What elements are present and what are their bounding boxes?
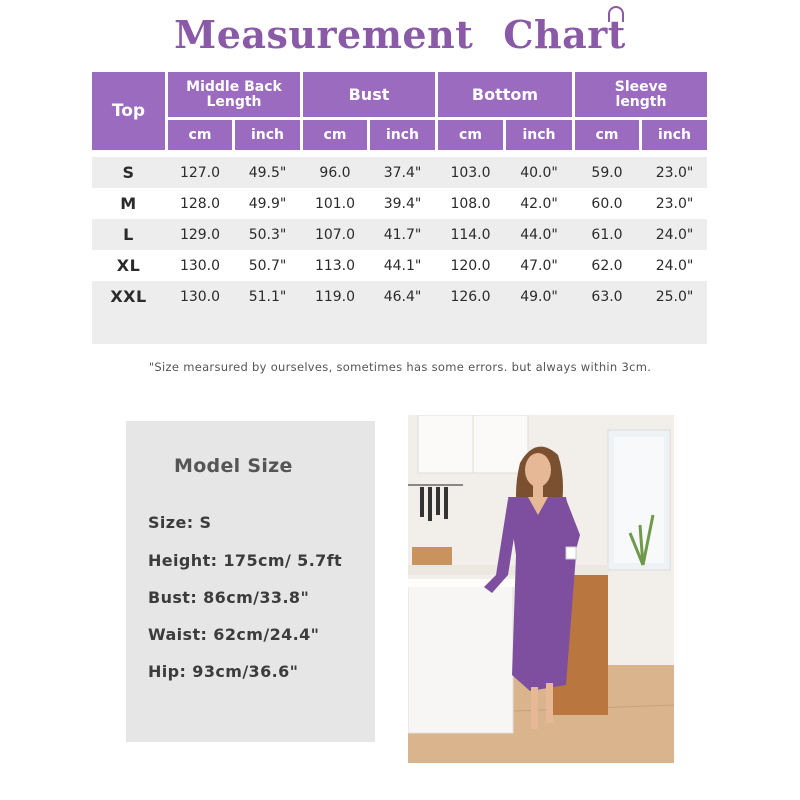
size-label: M: [120, 194, 137, 213]
table-cell: 23.0": [655, 195, 694, 212]
table-cell: 62.0: [591, 257, 623, 274]
group-header-sleeve-length: Sleeve length: [575, 72, 707, 117]
table-cell: 107.0: [314, 226, 356, 243]
hanger-hook-icon: [608, 6, 624, 22]
table-cell: 128.0: [179, 195, 221, 212]
model-bust-line: Bust: 86cm/33.8": [148, 588, 310, 607]
table-cell: 49.0": [520, 288, 558, 305]
table-cell: 25.0": [655, 288, 694, 305]
size-label: S: [122, 163, 135, 182]
table-cell: 47.0": [520, 257, 558, 274]
table-row: [92, 312, 707, 344]
table-cell: 39.4": [383, 195, 422, 212]
measurement-note: "Size mearsured by ourselves, sometimes has some errors. but always within 3cm.: [148, 360, 652, 374]
table-cell: 60.0: [591, 195, 623, 212]
table-cell: 40.0": [520, 164, 558, 181]
table-cell: 108.0: [450, 195, 491, 212]
table-cell: 44.1": [383, 257, 422, 274]
unit-header: inch: [370, 120, 435, 150]
table-cell: 101.0: [314, 195, 356, 212]
table-cell: 126.0: [450, 288, 491, 305]
model-size-panel: [126, 421, 375, 742]
table-cell: 49.9": [248, 195, 287, 212]
table-cell: 61.0: [591, 226, 623, 243]
unit-header: inch: [506, 120, 572, 150]
table-cell: 114.0: [450, 226, 491, 243]
table-cell: 50.7": [248, 257, 287, 274]
table-cell: 24.0": [655, 257, 694, 274]
model-photo: [408, 415, 674, 763]
table-cell: 42.0": [520, 195, 558, 212]
table-cell: 130.0: [179, 257, 221, 274]
unit-header: inch: [235, 120, 300, 150]
model-waist-line: Waist: 62cm/24.4": [148, 625, 320, 644]
title-word-1: Measurement: [174, 12, 474, 57]
group-header-middle-back-length: Middle Back Length: [168, 72, 300, 117]
table-cell: 37.4": [383, 164, 422, 181]
size-label: XL: [116, 256, 141, 275]
unit-header: cm: [168, 120, 232, 150]
unit-header: cm: [303, 120, 367, 150]
table-cell: 23.0": [655, 164, 694, 181]
model-hip-line: Hip: 93cm/36.6": [148, 662, 299, 681]
table-cell: 130.0: [179, 288, 221, 305]
table-cell: 127.0: [179, 164, 221, 181]
table-row: [92, 281, 707, 312]
table-cell: 46.4": [383, 288, 422, 305]
unit-header: inch: [642, 120, 707, 150]
table-cell: 24.0": [655, 226, 694, 243]
table-cell: 129.0: [179, 226, 221, 243]
table-cell: 103.0: [450, 164, 491, 181]
unit-header: cm: [575, 120, 639, 150]
model-height-line: Height: 175cm/ 5.7ft: [148, 551, 343, 570]
title-word-2: Chart: [503, 12, 626, 57]
table-row: [92, 157, 707, 188]
table-cell: 49.5": [248, 164, 287, 181]
group-header-bottom: Bottom: [438, 72, 572, 117]
kitchen-scene-image: [408, 415, 674, 763]
table-cell: 51.1": [248, 288, 287, 305]
table-row: [92, 188, 707, 219]
table-cell: 63.0: [591, 288, 623, 305]
model-size-title: Model Size: [174, 455, 293, 477]
table-cell: 119.0: [314, 288, 356, 305]
unit-header: cm: [438, 120, 503, 150]
table-cell: 41.7": [383, 226, 422, 243]
model-size-line: Size: S: [148, 513, 212, 532]
table-cell: 120.0: [450, 257, 491, 274]
size-label: L: [123, 225, 134, 244]
chart-title: [0, 12, 800, 57]
corner-header: Top: [92, 72, 165, 150]
group-header-bust: Bust: [303, 72, 435, 117]
table-cell: 113.0: [314, 257, 356, 274]
size-label: XXL: [110, 287, 147, 306]
table-cell: 96.0: [319, 164, 351, 181]
table-cell: 59.0: [591, 164, 623, 181]
table-cell: 50.3": [248, 226, 287, 243]
table-cell: 44.0": [520, 226, 558, 243]
table-row: [92, 219, 707, 250]
table-row: [92, 250, 707, 281]
